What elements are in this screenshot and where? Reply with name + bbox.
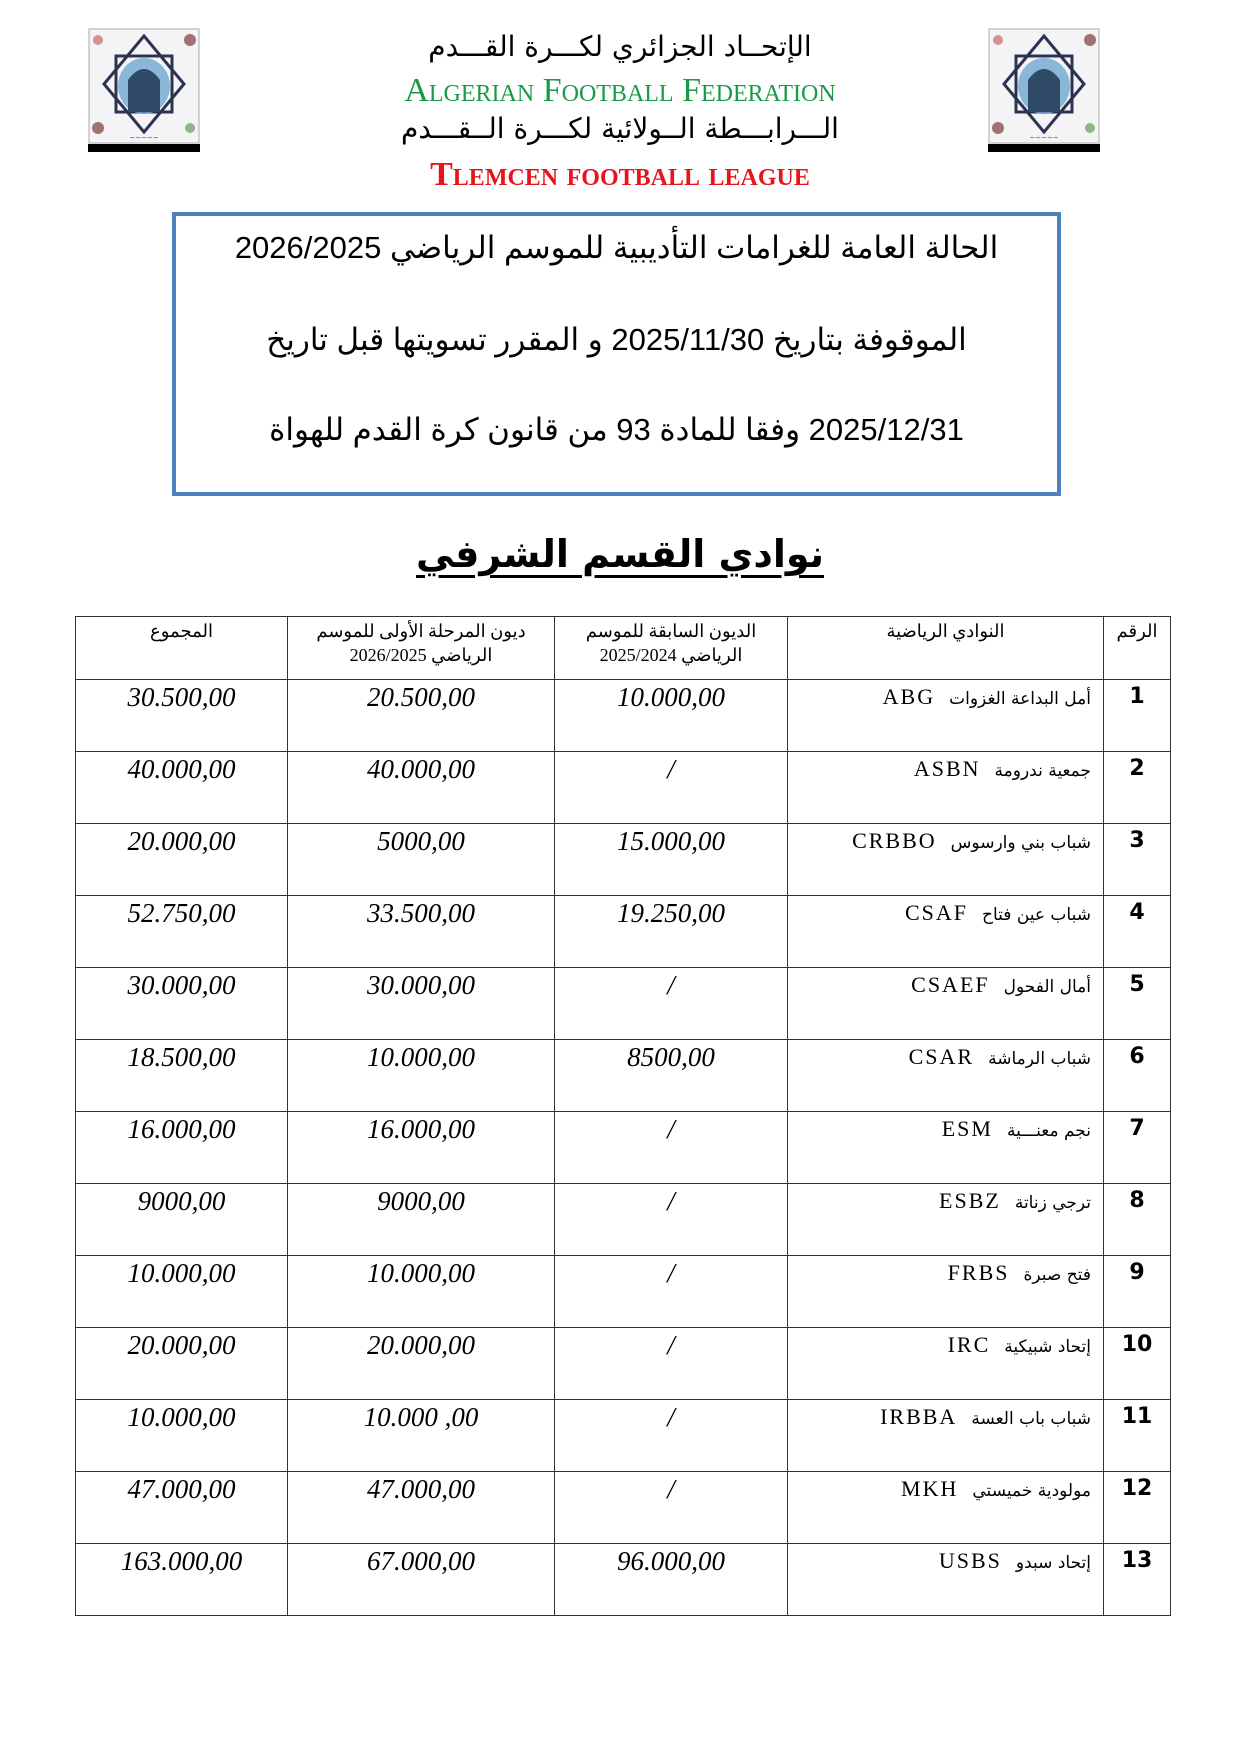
table-row — [76, 1256, 1171, 1328]
total-cell: 20.000,00 — [76, 824, 288, 896]
prev-debt-cell: / — [555, 1256, 788, 1328]
total-cell: 30.000,00 — [76, 968, 288, 1040]
prev-debt-cell: / — [555, 1184, 788, 1256]
first-phase-debt-cell: 5000,00 — [288, 824, 555, 896]
row-number: 1 — [1104, 680, 1171, 752]
row-number: 3 — [1104, 824, 1171, 896]
first-phase-debt-cell: 10.000,00 — [288, 1040, 555, 1112]
row-number: 5 — [1104, 968, 1171, 1040]
prev-debt-cell: 10.000,00 — [555, 680, 788, 752]
row-number: 11 — [1104, 1400, 1171, 1472]
club-code: IRC — [947, 1332, 991, 1357]
table-row — [76, 680, 1171, 752]
first-phase-debt-cell: 40.000,00 — [288, 752, 555, 824]
fines-table — [75, 616, 1171, 1616]
first-phase-debt-cell: 67.000,00 — [288, 1544, 555, 1616]
row-number: 12 — [1104, 1472, 1171, 1544]
table-row — [76, 1040, 1171, 1112]
club-cell — [788, 752, 1104, 824]
total-cell: 20.000,00 — [76, 1328, 288, 1400]
total-cell: 40.000,00 — [76, 752, 288, 824]
table-row — [76, 1544, 1171, 1616]
club-name-ar: شباب الرماشة — [988, 1049, 1091, 1069]
club-name-ar: مولودية خميستي — [972, 1481, 1091, 1501]
club-cell — [788, 1040, 1104, 1112]
club-name-ar: إتحاد شبيكية — [1004, 1337, 1091, 1357]
club-cell — [788, 1256, 1104, 1328]
first-phase-debt-cell: 20.000,00 — [288, 1328, 555, 1400]
table-row — [76, 824, 1171, 896]
club-code: CSAF — [904, 900, 968, 925]
header-prev-debts: الديون السابقة للموسم الرياضي 2025/2024 — [555, 617, 788, 680]
first-phase-debt-cell: 33.500,00 — [288, 896, 555, 968]
first-phase-debt-cell: 20.500,00 — [288, 680, 555, 752]
row-number: 10 — [1104, 1328, 1171, 1400]
notice-box — [172, 212, 1061, 496]
notice-line-1: الحالة العامة للغرامات التأديبية للموسم الرياضي 2026/2025 — [234, 230, 999, 265]
total-cell: 16.000,00 — [76, 1112, 288, 1184]
club-code: MKH — [901, 1476, 959, 1501]
section-title-text: نوادي القسم الشرفي — [416, 532, 824, 576]
prev-debt-cell: / — [555, 1328, 788, 1400]
table-row — [76, 1472, 1171, 1544]
svg-text:~~~~~: ~~~~~ — [1029, 134, 1059, 142]
total-cell: 47.000,00 — [76, 1472, 288, 1544]
club-code: FRBS — [947, 1260, 1010, 1285]
club-cell — [788, 680, 1104, 752]
club-cell — [788, 1544, 1104, 1616]
league-emblem-icon — [988, 28, 1100, 152]
row-number: 9 — [1104, 1256, 1171, 1328]
header-num: الرقم — [1104, 617, 1171, 680]
section-title — [0, 532, 1240, 576]
club-code: ESBZ — [939, 1188, 1001, 1213]
first-phase-debt-cell: 9000,00 — [288, 1184, 555, 1256]
table-row — [76, 968, 1171, 1040]
row-number: 2 — [1104, 752, 1171, 824]
total-cell: 30.500,00 — [76, 680, 288, 752]
table-header-row — [76, 617, 1171, 680]
prev-debt-cell: 96.000,00 — [555, 1544, 788, 1616]
club-code: ABG — [882, 684, 936, 709]
row-number: 4 — [1104, 896, 1171, 968]
first-phase-debt-cell: 16.000,00 — [288, 1112, 555, 1184]
club-code: ASBN — [913, 756, 981, 781]
club-cell — [788, 1328, 1104, 1400]
club-code: CSAEF — [911, 972, 990, 997]
club-name-ar: فتح صبرة — [1023, 1265, 1091, 1285]
header-club: النوادي الرياضية — [788, 617, 1104, 680]
row-number: 13 — [1104, 1544, 1171, 1616]
prev-debt-cell: 8500,00 — [555, 1040, 788, 1112]
prev-debt-cell: / — [555, 1400, 788, 1472]
row-number: 7 — [1104, 1112, 1171, 1184]
first-phase-debt-cell: 30.000,00 — [288, 968, 555, 1040]
club-cell — [788, 1472, 1104, 1544]
notice-line-3: 2025/12/31 وفقا للمادة 93 من قانون كرة القدم للهواة — [269, 412, 964, 447]
federation-name-ar: الإتحــاد الجزائري لكـــرة القـــدم — [428, 30, 812, 63]
club-cell — [788, 1400, 1104, 1472]
svg-text:~~~~~: ~~~~~ — [129, 134, 159, 142]
club-name-ar: جمعية ندرومة — [994, 761, 1091, 781]
table-row — [76, 1184, 1171, 1256]
club-code: USBS — [938, 1548, 1002, 1573]
first-phase-debt-cell: 10.000,00 — [288, 1256, 555, 1328]
first-phase-debt-cell: 10.000 ,00 — [288, 1400, 555, 1472]
table-row — [76, 1328, 1171, 1400]
row-number: 8 — [1104, 1184, 1171, 1256]
total-cell: 52.750,00 — [76, 896, 288, 968]
club-name-ar: شباب باب العسة — [971, 1409, 1091, 1429]
prev-debt-cell: / — [555, 1472, 788, 1544]
prev-debt-cell: / — [555, 752, 788, 824]
table-row — [76, 1112, 1171, 1184]
total-cell: 10.000,00 — [76, 1256, 288, 1328]
league-emblem-icon — [88, 28, 200, 152]
prev-debt-cell: 19.250,00 — [555, 896, 788, 968]
row-number: 6 — [1104, 1040, 1171, 1112]
club-name-ar: إتحاد سبدو — [1015, 1553, 1091, 1573]
league-name-ar: الـــرابـــطة الــولائية لكـــرة الــقـــدم — [401, 112, 839, 145]
club-name-ar: نجم معنـــية — [1006, 1121, 1091, 1141]
club-cell — [788, 824, 1104, 896]
table-row — [76, 896, 1171, 968]
header-first-phase-debts: ديون المرحلة الأولى للموسم الرياضي 2026/2025 — [288, 617, 555, 680]
club-name-ar: أمال الفحول — [1003, 977, 1091, 997]
notice-line-2: الموقوفة بتاريخ 2025/11/30 و المقرر تسويتها قبل تاريخ — [266, 322, 967, 357]
club-code: CRBBO — [852, 828, 937, 853]
table-row — [76, 752, 1171, 824]
club-name-ar: ترجي زناتة — [1014, 1193, 1091, 1213]
club-cell — [788, 1112, 1104, 1184]
league-name-en: Tlemcen football league — [430, 156, 810, 193]
league-logo-left — [88, 28, 200, 152]
club-cell — [788, 1184, 1104, 1256]
header-total: المجموع — [76, 617, 288, 680]
prev-debt-cell: 15.000,00 — [555, 824, 788, 896]
club-cell — [788, 896, 1104, 968]
federation-name-en: Algerian Football Federation — [404, 72, 836, 109]
club-name-ar: شباب عين فتاح — [982, 905, 1091, 925]
table-row — [76, 1400, 1171, 1472]
club-name-ar: أمل البداعة الغزوات — [949, 689, 1091, 709]
league-logo-right — [988, 28, 1100, 152]
club-cell — [788, 968, 1104, 1040]
total-cell: 9000,00 — [76, 1184, 288, 1256]
club-code: CSAR — [908, 1044, 975, 1069]
prev-debt-cell: / — [555, 1112, 788, 1184]
total-cell: 10.000,00 — [76, 1400, 288, 1472]
first-phase-debt-cell: 47.000,00 — [288, 1472, 555, 1544]
total-cell: 163.000,00 — [76, 1544, 288, 1616]
club-code: IRBBA — [880, 1404, 958, 1429]
total-cell: 18.500,00 — [76, 1040, 288, 1112]
prev-debt-cell: / — [555, 968, 788, 1040]
club-name-ar: شباب بني وارسوس — [950, 833, 1091, 853]
club-code: ESM — [941, 1116, 993, 1141]
